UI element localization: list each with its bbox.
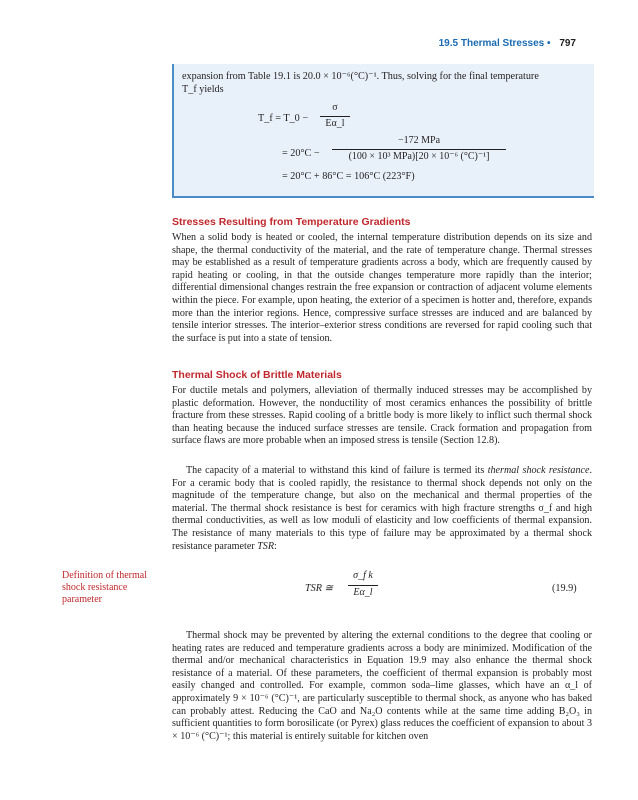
equation-line-2-numerator: −172 MPa xyxy=(397,135,441,146)
example-text-line-1: expansion from Table 19.1 is 20.0 × 10⁻⁶(°C)⁻¹. Thus, solving for the final temperature xyxy=(182,71,539,82)
equation-line-1-lhs: T_f = T_0 − xyxy=(258,113,309,124)
equation-line-2-fraction-bar xyxy=(332,149,506,150)
paragraph-thermal-shock-1: For ductile metals and polymers, alleviation of thermally induced stresses may be accomplished by plastic deformation. However, the nonductility of most ceramics enhances the possibility of brittle fracture from these stresses. Rapid cooling of a brittle body is more likely to inflict such thermal shock than heating because the induced surface stresses are tensile. Crack formation and propagation from surface flaws are more probable when an imposed stress is tensile (Section 12.8). xyxy=(172,385,592,447)
paragraph-text: . For a ceramic body that is cooled rapidly, the resistance to thermal shock depends not only on the magnitude of the temperature change, but also on the mechanical and thermal properties of the material. The thermal shock resistance is best for ceramics with high fracture strengths σ_f and high thermal conductivities, as well as low moduli of elasticity and low coefficients of thermal expansion. The resistance of many materials to this type of failure may be approximated by a thermal shock resistance parameter xyxy=(172,465,592,552)
running-head-separator: • xyxy=(547,38,551,49)
equation-line-3: = 20°C + 86°C = 106°C (223°F) xyxy=(282,171,415,182)
paragraph-thermal-shock-2 xyxy=(172,465,592,553)
paragraph-text: The capacity of a material to withstand this kind of failure is termed its xyxy=(186,465,488,476)
equation-line-1-fraction-bar xyxy=(320,116,350,117)
equation-number: (19.9) xyxy=(552,583,577,594)
margin-note-definition: Definition of thermal shock resistance parameter xyxy=(62,570,147,605)
equation-line-2-lhs: = 20°C − xyxy=(282,148,320,159)
section-heading-thermal-shock: Thermal Shock of Brittle Materials xyxy=(172,369,342,381)
equation-line-2-denominator: (100 × 10³ MPa)[20 × 10⁻⁶ (°C)⁻¹] xyxy=(348,151,490,162)
tsr-symbol: TSR xyxy=(257,540,275,552)
paragraph-text: : xyxy=(274,540,277,552)
worked-example-box xyxy=(172,64,594,198)
equation-19-9-fraction-bar xyxy=(348,585,378,586)
page-number: 797 xyxy=(559,38,576,49)
equation-19-9-lhs: TSR ≅ xyxy=(305,583,334,594)
running-head xyxy=(439,38,576,49)
equation-19-9-denominator: Eα_l xyxy=(353,587,373,598)
section-heading-temperature-gradients: Stresses Resulting from Temperature Gradients xyxy=(172,216,411,228)
equation-line-1-numerator: σ xyxy=(332,102,338,113)
defined-term: thermal shock resistance xyxy=(487,465,590,476)
running-head-section: 19.5 Thermal Stresses xyxy=(438,38,545,49)
equation-19-9-numerator: σ_f k xyxy=(353,570,373,581)
paragraph-prevention: Thermal shock may be prevented by altering the external conditions to the degree that cooling or heating rates are reduced and temperature gradients across a body are minimized. Modification of the thermal and/or mechanical characteristics in Equation 19.9 may also enhance the thermal shock resistance of a material. Of these parameters, the coefficient of thermal expansion is probably most easily changed and controlled. For example, common soda–lime glasses, which have an α_l of approximately 9 × 10⁻⁶ (°C)⁻¹, are particularly susceptible to thermal shock, as anyone who has baked can probably attest. Reducing the CaO and Na₂O contents while at the same time adding B₂O₃ in sufficient quantities to form borosilicate (or Pyrex) glass reduces the coefficient of expansion to about 3 × 10⁻⁶ (°C)⁻¹; this material is entirely suitable for kitchen oven xyxy=(172,630,592,742)
paragraph-temperature-gradients: When a solid body is heated or cooled, the internal temperature distribution depends on its size and shape, the thermal conductivity of the material, and the rate of temperature change. Thermal stresses may be established as a result of temperature gradients across a body, which are frequently caused by rapid heating or cooling, in that the outside changes temperature more rapidly than the interior; differential dimensional changes restrain the free expansion or contraction of adjacent volume elements within the piece. For example, upon heating, the exterior of a specimen is hotter and, therefore, expands more than the interior regions. Hence, compressive surface stresses are induced and are balanced by tensile interior stresses. The interior–exterior stress conditions are reversed for rapid cooling such that the surface is put into a state of tension. xyxy=(172,232,592,344)
equation-line-1-denominator: Eα_l xyxy=(325,118,345,129)
example-text-line-2: T_f yields xyxy=(182,84,224,95)
